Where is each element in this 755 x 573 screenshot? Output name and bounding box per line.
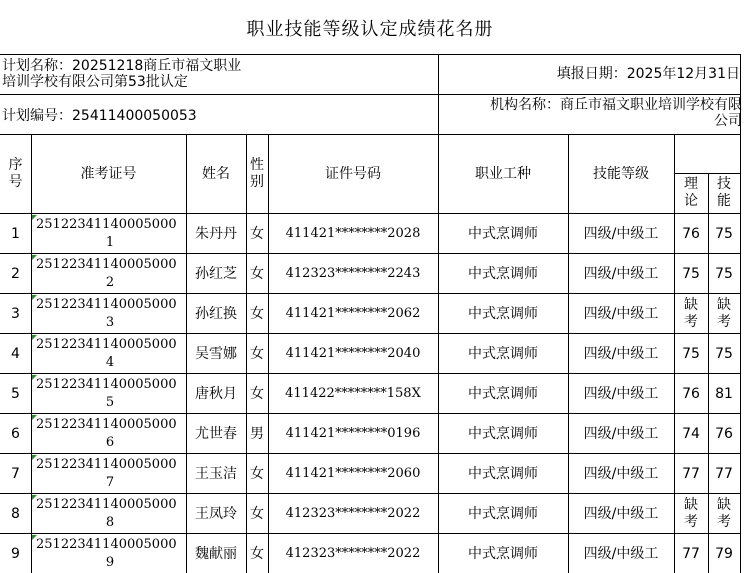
table-row: [0, 334, 741, 374]
col-line-gender: [268, 134, 269, 573]
row-exam-id: [36, 416, 184, 454]
row-seq: 9: [11, 546, 20, 562]
row-exam-id: [36, 456, 184, 494]
col-line-occupation: [568, 134, 569, 573]
row-theory-score: 75: [682, 345, 700, 362]
row-exam-id-part2: 5: [105, 395, 115, 410]
header-theory: [674, 173, 708, 213]
table-row: [0, 494, 741, 534]
row-seq: 3: [11, 306, 20, 322]
cell-marker: [32, 255, 37, 260]
row-gender: 女: [250, 226, 264, 242]
row-name: 尤世春: [195, 426, 237, 442]
header-exam-id: 准考证号: [80, 166, 137, 182]
row-gender: 女: [250, 506, 264, 522]
row-exam-id-part2: 7: [105, 475, 115, 490]
page-title: 职业技能等级认定成绩花名册: [246, 19, 494, 40]
row-exam-id-part1: 25122341140005000: [36, 297, 177, 312]
cell-marker: [32, 295, 37, 300]
col-line-exam: [186, 134, 187, 573]
header-gender-char1: 性: [250, 157, 264, 173]
row-name: 孙红换: [195, 306, 237, 322]
cell-marker: [32, 215, 37, 220]
table-row: [0, 534, 741, 573]
row-skill-level: 四级/中级工: [583, 466, 659, 482]
col-line-name: [246, 134, 247, 573]
col-line-seq: [31, 134, 32, 573]
table-row: [0, 214, 741, 254]
row-skill-level: 四级/中级工: [583, 506, 659, 522]
row-skill-score: 79: [715, 545, 733, 562]
header-name: 姓名: [202, 166, 230, 182]
row-theory-score: 74: [682, 425, 700, 442]
row-exam-id-part2: 2: [105, 275, 115, 290]
row-name: 王玉洁: [195, 466, 237, 482]
org-name-line2: 公司: [714, 113, 742, 129]
row-theory-score: 76: [682, 225, 700, 242]
row-occupation: 中式烹调师: [468, 266, 538, 282]
table-row: [0, 374, 741, 414]
row-skill-score: 75: [715, 345, 733, 362]
plan-name-line1: 计划名称：20251218商丘市福文职业: [2, 58, 242, 74]
org-name: [440, 97, 742, 129]
row-seq: 1: [11, 226, 20, 242]
row-theory-score: 77: [682, 465, 700, 482]
table-row: [0, 294, 741, 334]
row-seq: 7: [11, 466, 20, 482]
row-id-number: 411421********2062: [285, 306, 421, 321]
col-line-theory: [708, 173, 709, 573]
row-id-number: 411422********158X: [285, 386, 421, 401]
row-occupation: 中式烹调师: [468, 226, 538, 242]
row-id-number: 411421********2028: [285, 226, 421, 241]
row-exam-id-part1: 25122341140005000: [36, 537, 177, 552]
row-exam-id-part1: 25122341140005000: [36, 337, 177, 352]
row-gender: 女: [250, 266, 264, 282]
row-theory-score: 缺考: [684, 297, 698, 330]
row-skill-level: 四级/中级工: [583, 306, 659, 322]
row-occupation: 中式烹调师: [468, 346, 538, 362]
row-skill-score: 75: [715, 265, 733, 282]
row-gender: 男: [250, 426, 264, 442]
rule-under-header: [0, 213, 741, 214]
row-gender: 女: [250, 466, 264, 482]
row-seq: 4: [11, 346, 20, 362]
row-exam-id-part1: 25122341140005000: [36, 217, 177, 232]
header-seq-char1: 序: [8, 157, 23, 173]
rule-info-divider: [438, 54, 439, 134]
row-skill-level: 四级/中级工: [583, 546, 659, 562]
cell-marker: [32, 375, 37, 380]
header-seq: [0, 135, 31, 213]
header-gender: [246, 135, 268, 213]
row-seq: 6: [11, 426, 20, 442]
header-theory-char1: 理: [684, 176, 698, 192]
fill-date: 填报日期：2025年12月31日: [556, 66, 740, 82]
row-seq: 8: [11, 506, 20, 522]
row-exam-id: [36, 496, 184, 534]
row-skill-score: 缺考: [717, 297, 731, 330]
row-gender: 女: [250, 306, 264, 322]
header-occupation: 职业工种: [475, 166, 531, 182]
row-name: 唐秋月: [195, 386, 237, 402]
header-skill: [708, 173, 740, 213]
table-row: [0, 454, 741, 494]
cell-marker: [32, 335, 37, 340]
row-occupation: 中式烹调师: [468, 506, 538, 522]
header-theory-char2: 论: [684, 193, 698, 209]
rule-right-edge: [740, 54, 741, 573]
row-exam-id-part1: 25122341140005000: [36, 377, 177, 392]
plan-number: 计划编号：25411400050053: [2, 108, 197, 124]
header-skill-level: 技能等级: [593, 166, 649, 182]
row-exam-id: [36, 376, 184, 414]
row-id-number: 411421********0196: [285, 426, 421, 441]
row-name: 孙红芝: [195, 266, 237, 282]
row-exam-id-part1: 25122341140005000: [36, 497, 177, 512]
row-name: 王凤玲: [195, 506, 237, 522]
row-name: 朱丹丹: [195, 226, 237, 242]
row-id-number: 412323********2022: [285, 546, 421, 561]
col-line-level: [674, 134, 675, 573]
row-name: 魏献丽: [195, 546, 237, 562]
cell-marker: [32, 415, 37, 420]
cell-marker: [32, 535, 37, 540]
row-seq: 5: [11, 386, 20, 402]
row-exam-id: [36, 216, 184, 254]
row-id-number: 411421********2040: [285, 346, 421, 361]
rule-info-mid-left: [0, 94, 438, 95]
col-line-id: [438, 134, 439, 573]
row-id-number: 412323********2022: [285, 506, 421, 521]
cell-marker: [32, 495, 37, 500]
row-skill-score: 缺考: [717, 497, 731, 530]
row-exam-id: [36, 256, 184, 294]
header-skill-char2: 能: [717, 193, 731, 209]
header-id-number: 证件号码: [325, 166, 381, 182]
row-skill-score: 76: [715, 425, 733, 442]
row-gender: 女: [250, 386, 264, 402]
row-occupation: 中式烹调师: [468, 426, 538, 442]
row-occupation: 中式烹调师: [468, 466, 538, 482]
rule-info-mid: [438, 94, 741, 95]
row-skill-level: 四级/中级工: [583, 226, 659, 242]
row-name: 吴雪娜: [195, 346, 237, 362]
row-skill-score: 77: [715, 465, 733, 482]
rule-above-header: [0, 134, 741, 135]
org-name-line1: 机构名称：商丘市福文职业培训学校有限: [490, 97, 742, 113]
row-exam-id-part2: 4: [105, 355, 115, 370]
row-exam-id-part2: 3: [105, 315, 115, 330]
row-skill-level: 四级/中级工: [583, 266, 659, 282]
row-theory-score: 76: [682, 385, 700, 402]
row-theory-score: 75: [682, 265, 700, 282]
row-theory-score: 77: [682, 545, 700, 562]
row-occupation: 中式烹调师: [468, 386, 538, 402]
row-gender: 女: [250, 346, 264, 362]
row-id-number: 412323********2243: [285, 266, 421, 281]
row-seq: 2: [11, 266, 20, 282]
row-exam-id-part2: 6: [105, 435, 115, 450]
row-exam-id-part1: 25122341140005000: [36, 417, 177, 432]
header-seq-char2: 号: [8, 174, 23, 190]
row-exam-id-part1: 25122341140005000: [36, 257, 177, 272]
table-row: [0, 414, 741, 454]
row-exam-id: [36, 296, 184, 334]
table-row: [0, 254, 741, 294]
row-occupation: 中式烹调师: [468, 306, 538, 322]
row-skill-score: 81: [715, 385, 733, 402]
header-skill-char1: 技: [717, 176, 731, 192]
row-exam-id-part2: 1: [105, 235, 115, 250]
header-gender-char2: 别: [250, 174, 264, 190]
row-exam-id: [36, 336, 184, 374]
row-exam-id-part2: 8: [105, 515, 115, 530]
cell-marker: [32, 455, 37, 460]
row-skill-score: 75: [715, 225, 733, 242]
row-skill-level: 四级/中级工: [583, 426, 659, 442]
row-theory-score: 缺考: [684, 497, 698, 530]
rule-under-title: [0, 54, 741, 55]
plan-name: [2, 58, 434, 90]
row-exam-id-part2: 9: [105, 555, 115, 570]
row-id-number: 411421********2060: [285, 466, 421, 481]
row-exam-id: [36, 536, 184, 573]
row-occupation: 中式烹调师: [468, 546, 538, 562]
row-gender: 女: [250, 546, 264, 562]
plan-name-line2: 培训学校有限公司第53批认定: [2, 74, 188, 90]
row-skill-level: 四级/中级工: [583, 386, 659, 402]
row-exam-id-part1: 25122341140005000: [36, 457, 177, 472]
row-skill-level: 四级/中级工: [583, 346, 659, 362]
